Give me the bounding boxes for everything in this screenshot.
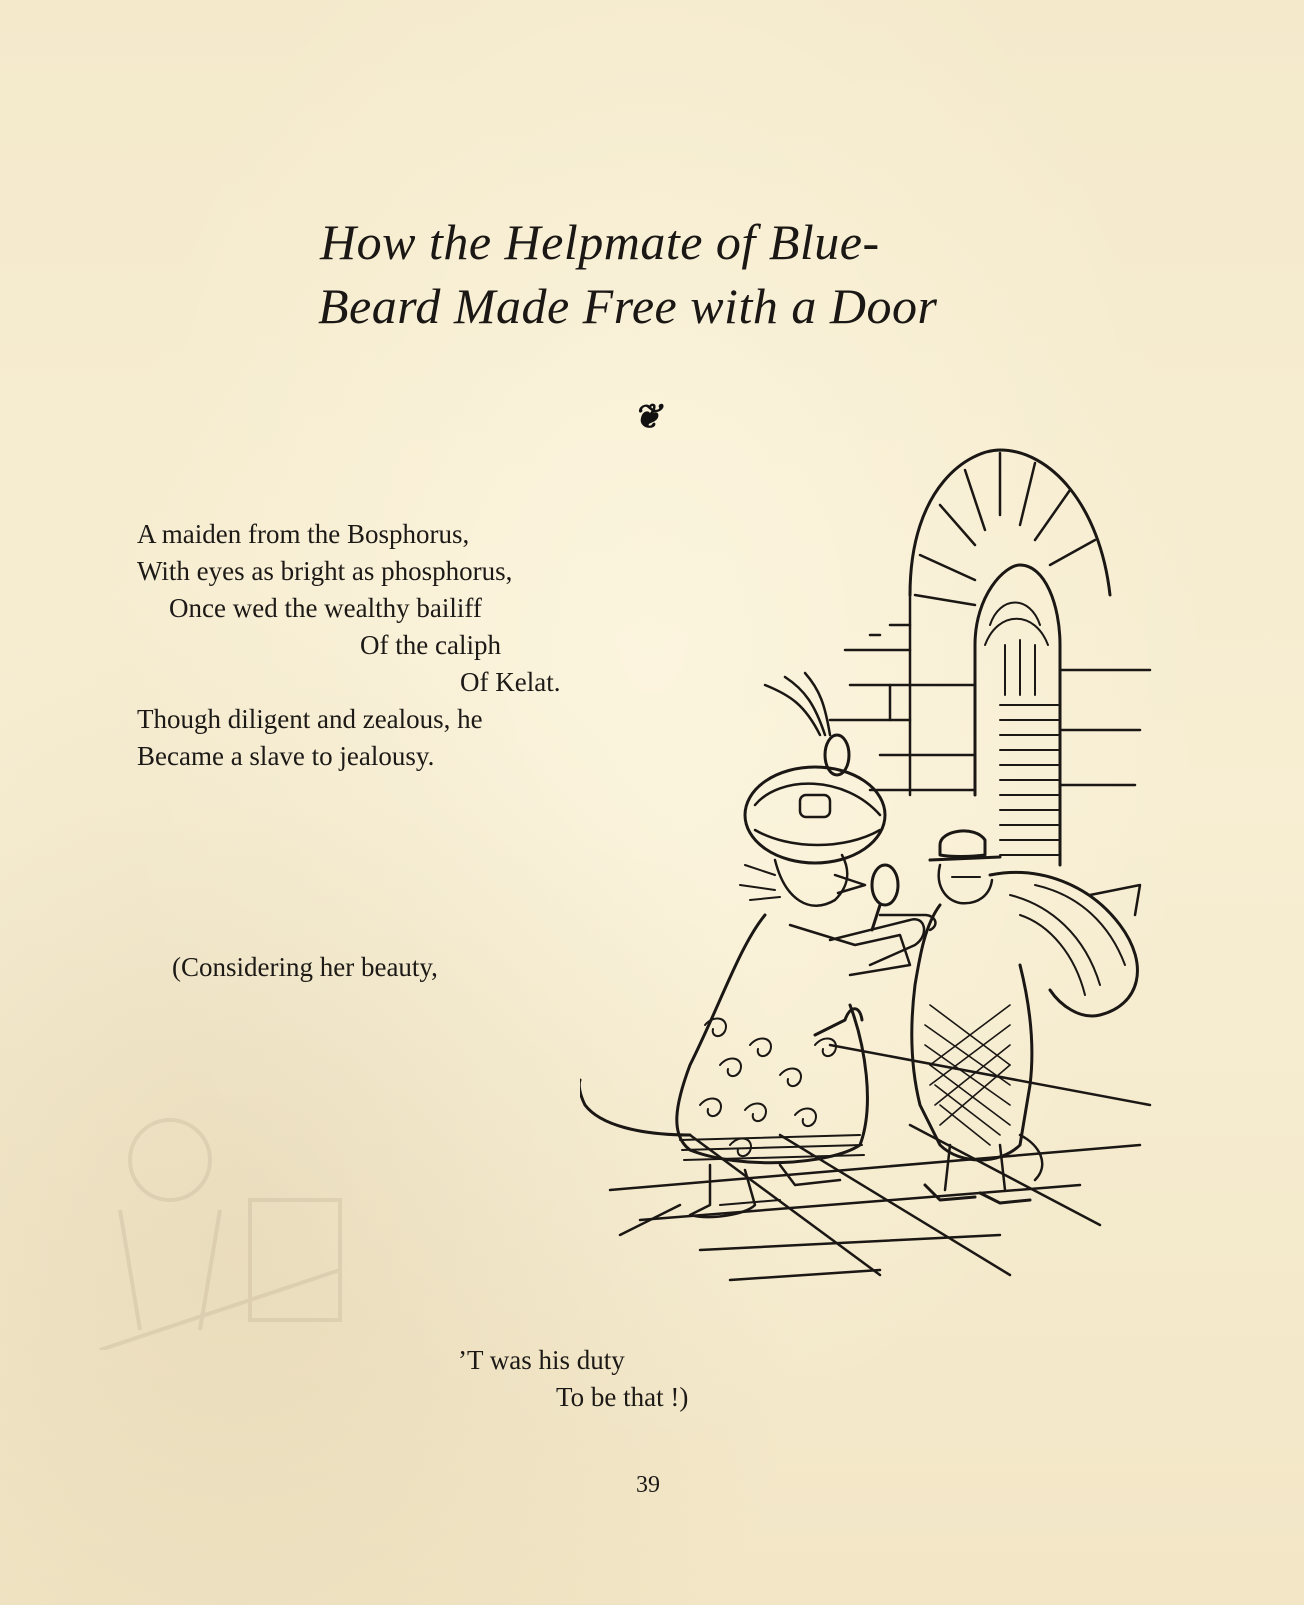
bleed-through-mark [60, 1090, 380, 1350]
fleuron-ornament-icon: ❦ [633, 399, 662, 436]
title-line-1: How the Helpmate of Blue- [320, 214, 880, 270]
verse-line-1: A maiden from the Bosphorus, [137, 519, 470, 549]
verse-line-9: ’T was his duty [458, 1345, 625, 1375]
verse-line-3: Once wed the wealthy bailiff [169, 593, 482, 623]
verse-line-4: Of the caliph [360, 630, 501, 660]
verse-line-5: Of Kelat. [460, 667, 561, 697]
title-line-2: Beard Made Free with a Door [318, 278, 938, 334]
verse-line-10: To be that !) [556, 1382, 689, 1412]
verse-line-7: Became a slave to jealousy. [137, 741, 435, 771]
bluebeard-and-helpmate-illustration [580, 445, 1200, 1305]
verse-line-8: (Considering her beauty, [172, 952, 438, 982]
page-title [300, 210, 1000, 338]
verse-line-6: Though diligent and zealous, he [137, 704, 483, 734]
page-number: 39 [636, 1472, 660, 1498]
verse-line-2: With eyes as bright as phosphorus, [137, 556, 513, 586]
